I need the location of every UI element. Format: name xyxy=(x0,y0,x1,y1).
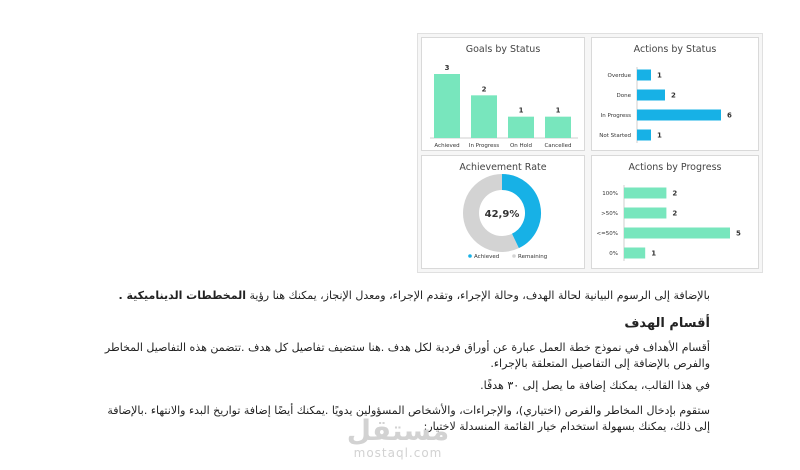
actions-by-progress-chart xyxy=(592,156,758,268)
actions-status-category-label-3: Not Started xyxy=(599,133,631,139)
goal-sections-paragraph: أقسام الأهداف في نموذج خطة العمل عبارة عن أوراق فردية لكل هدف .هنا ستضيف تفاصيل كل هدف .تتضمن هذه التفاصيل المخاطر والفرص بالإضافة إلى التفاصيل المتعلقة بالإجراء. xyxy=(104,341,710,370)
section-heading: أقسام الهدف xyxy=(624,316,710,331)
goal-limit-paragraph: في هذا القالب، يمكنك إضافة ما يصل إلى ٣٠ هدفًا. xyxy=(480,379,710,392)
achievement-chart-title: Achievement Rate xyxy=(459,162,547,173)
actions-status-bar-2 xyxy=(637,110,721,121)
goals-value-label-3: 1 xyxy=(555,106,561,115)
dynamic-charts-paragraph xyxy=(90,288,710,304)
dynamic-charts-text: بالإضافة إلى الرسوم البيانية لحالة الهدف، وحالة الإجراء، وتقدم الإجراء، ومعدل الإنجاز، يمكنك هنا رؤية xyxy=(249,289,710,302)
progress-chart-title: Actions by Progress xyxy=(628,162,722,173)
watermark-brand: مستقل xyxy=(346,414,450,447)
actions-status-chart-title: Actions by Status xyxy=(633,44,717,55)
actions-progress-category-label-0: 100% xyxy=(602,191,618,197)
achievement-rate-chart xyxy=(422,156,584,268)
watermark-domain: mostaql.com xyxy=(353,446,443,460)
actions-status-category-label-0: Overdue xyxy=(607,73,631,79)
actions-progress-value-label-2: 5 xyxy=(736,229,741,238)
goals-value-label-1: 2 xyxy=(481,85,487,94)
goals-category-label-2: On Hold xyxy=(509,143,533,149)
actions-progress-bar-3 xyxy=(624,248,645,259)
goals-bar-3 xyxy=(545,117,571,138)
actions-progress-value-label-3: 1 xyxy=(651,249,657,258)
achievement-legend-marker-1 xyxy=(512,254,516,258)
goals-by-status-card xyxy=(421,37,585,151)
goals-category-label-1: In Progress xyxy=(468,143,500,149)
goals-value-label-2: 1 xyxy=(518,106,524,115)
actions-status-bar-0 xyxy=(637,70,651,81)
actions-status-value-label-2: 6 xyxy=(727,111,732,120)
actions-by-status-chart xyxy=(592,38,758,150)
actions-status-value-label-1: 2 xyxy=(671,91,676,100)
manual-entry-paragraph: ستقوم بإدخال المخاطر والفرص (اختياري)، والإجراءات، والأشخاص المسؤولين يدويًا .يمكنك أيضًا إضافة تواريخ البدء والانتهاء .بالإضافة إلى ذلك، يمكنك بسهولة استخدام خيار القائمة المنسدلة لاختيار: xyxy=(107,404,710,433)
actions-status-bar-1 xyxy=(637,90,665,101)
goals-chart-title: Goals by Status xyxy=(465,44,541,55)
actions-status-category-label-2: In Progress xyxy=(600,113,631,119)
achievement-legend-marker-0 xyxy=(468,254,472,258)
goals-bar-0 xyxy=(434,74,460,138)
achievement-rate-card xyxy=(421,155,585,269)
actions-progress-value-label-0: 2 xyxy=(672,189,678,198)
actions-status-value-label-0: 1 xyxy=(657,71,662,80)
goals-category-label-0: Achieved xyxy=(434,143,460,149)
actions-status-category-label-1: Done xyxy=(616,93,631,99)
actions-by-progress-card xyxy=(591,155,759,269)
actions-progress-bar-1 xyxy=(624,208,666,219)
dynamic-charts-bold: المخططات الديناميكية . xyxy=(118,289,246,302)
achievement-legend-label-1: Remaining xyxy=(518,254,548,260)
goals-bar-2 xyxy=(508,117,534,138)
actions-status-bar-3 xyxy=(637,130,651,141)
actions-progress-category-label-2: <=50% xyxy=(596,231,618,237)
achievement-legend-label-0: Achieved xyxy=(474,254,500,260)
actions-progress-bar-2 xyxy=(624,228,730,239)
actions-progress-category-label-3: 0% xyxy=(609,251,618,257)
achievement-center-label: 42,9% xyxy=(484,209,520,220)
actions-progress-value-label-1: 2 xyxy=(672,209,678,218)
actions-progress-category-label-1: >50% xyxy=(601,211,618,217)
dashboard-image xyxy=(417,33,763,273)
actions-by-status-card xyxy=(591,37,759,151)
mostaql-watermark xyxy=(328,416,468,460)
goals-category-label-3: Cancelled xyxy=(544,143,572,149)
actions-progress-bar-0 xyxy=(624,188,666,199)
actions-status-value-label-3: 1 xyxy=(657,131,662,140)
goals-bar-1 xyxy=(471,95,497,138)
goals-by-status-chart xyxy=(422,38,584,150)
goals-value-label-0: 3 xyxy=(444,64,450,72)
